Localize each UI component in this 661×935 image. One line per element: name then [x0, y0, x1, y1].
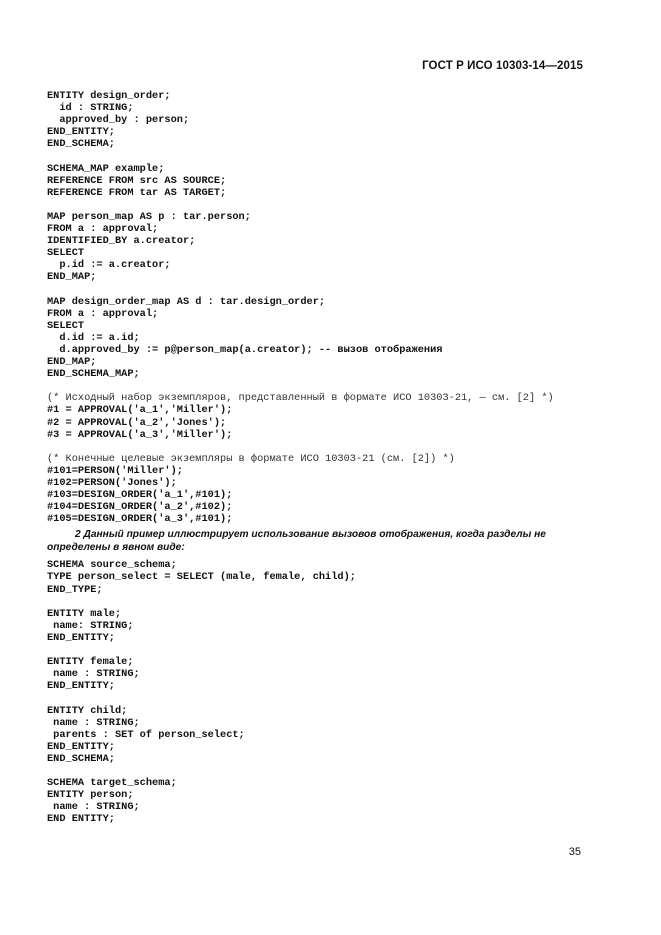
code-line: ENTITY design_order; — [47, 90, 171, 102]
code-line: MAP person_map AS p : tar.person; — [47, 210, 251, 223]
code-line: name : STRING; — [47, 716, 140, 729]
code-line: MAP design_order_map AS d : tar.design_order; — [47, 295, 326, 308]
blank-line — [47, 644, 587, 656]
code-line: SELECT — [47, 319, 85, 332]
code-line: END ENTITY; — [47, 813, 115, 826]
code-line: #105=DESIGN_ORDER('a_3',#101); — [47, 513, 233, 526]
code-line: SCHEMA source_schema; — [47, 559, 177, 572]
code-line: END_MAP; — [47, 356, 97, 369]
code-line: END_ENTITY; — [47, 680, 115, 693]
code-line: SELECT — [47, 247, 85, 260]
page-number: 35 — [568, 846, 581, 858]
code-line: d.id := a.id; — [47, 331, 140, 344]
blank-line — [47, 441, 587, 453]
blank-line — [47, 199, 587, 211]
blank-line — [47, 596, 587, 608]
code-line: ENTITY female; — [47, 656, 134, 669]
code-line: END_ENTITY; — [47, 126, 115, 139]
code-line: END_ENTITY; — [47, 631, 115, 644]
code-comment-line: (* Конечные целевые экземпляры в формате ИСО 10303-21 (см. [2]) *) — [47, 452, 455, 465]
code-line: FROM a : approval; — [47, 307, 159, 320]
code-line: name : STRING; — [47, 801, 140, 814]
blank-line — [47, 284, 587, 296]
code-line: ENTITY person; — [47, 789, 134, 802]
code-line: #2 = APPROVAL('a_2','Jones'); — [47, 416, 227, 429]
code-line: REFERENCE FROM tar AS TARGET; — [47, 186, 227, 199]
code-line: d.approved_by := p@person_map(a.creator); -- вызов отображения — [47, 343, 443, 356]
code-line: END_SCHEMA; — [47, 138, 115, 151]
code-line: #104=DESIGN_ORDER('a_2',#102); — [47, 501, 233, 514]
code-line: name : STRING; — [47, 668, 140, 681]
code-line: END_MAP; — [47, 271, 97, 284]
code-line: approved_by : person; — [47, 114, 190, 127]
code-line: END_SCHEMA_MAP; — [47, 368, 140, 381]
code-line: END_TYPE; — [47, 583, 103, 596]
code-line: REFERENCE FROM src AS SOURCE; — [47, 174, 227, 187]
code-line: id : STRING; — [47, 102, 134, 115]
code-line: #1 = APPROVAL('a_1','Miller'); — [47, 404, 233, 417]
code-line: SCHEMA_MAP example; — [47, 162, 165, 175]
code-line: #102=PERSON('Jones'); — [47, 477, 177, 489]
code-line: #3 = APPROVAL('a_3','Miller'); — [47, 428, 233, 441]
code-line: SCHEMA target_schema; — [47, 777, 177, 790]
blank-line — [47, 150, 587, 162]
code-line: #101=PERSON('Miller'); — [47, 464, 183, 477]
blank-line — [47, 380, 587, 392]
document-header: ГОСТ Р ИСО 10303-14—2015 — [422, 60, 583, 72]
code-line: ENTITY child; — [47, 704, 128, 717]
code-line: #103=DESIGN_ORDER('a_1',#101); — [47, 489, 233, 502]
code-line: p.id := a.creator; — [47, 259, 171, 272]
code-line: FROM a : approval; — [47, 223, 159, 236]
code-line: IDENTIFIED_BY a.creator; — [47, 235, 196, 248]
page-content — [47, 90, 587, 825]
blank-line — [47, 765, 587, 777]
code-comment-line: (* Исходный набор экземпляров, представленный в формате ИСО 10303-21, — см. [2] *) — [47, 392, 554, 405]
example-note: 2 Данный пример иллюстрирует использование вызовов отображения, когда разделы не определены в явном виде: — [47, 529, 546, 554]
code-line: END_ENTITY; — [47, 740, 115, 753]
code-block-example-1 — [47, 90, 587, 525]
blank-line — [47, 692, 587, 704]
code-line: name: STRING; — [47, 619, 134, 632]
code-line: END_SCHEMA; — [47, 752, 115, 765]
code-line: ENTITY male; — [47, 607, 122, 620]
code-line: parents : SET of person_select; — [47, 728, 245, 741]
code-block-example-2 — [47, 559, 587, 825]
code-line: TYPE person_select = SELECT (male, female, child); — [47, 571, 356, 584]
